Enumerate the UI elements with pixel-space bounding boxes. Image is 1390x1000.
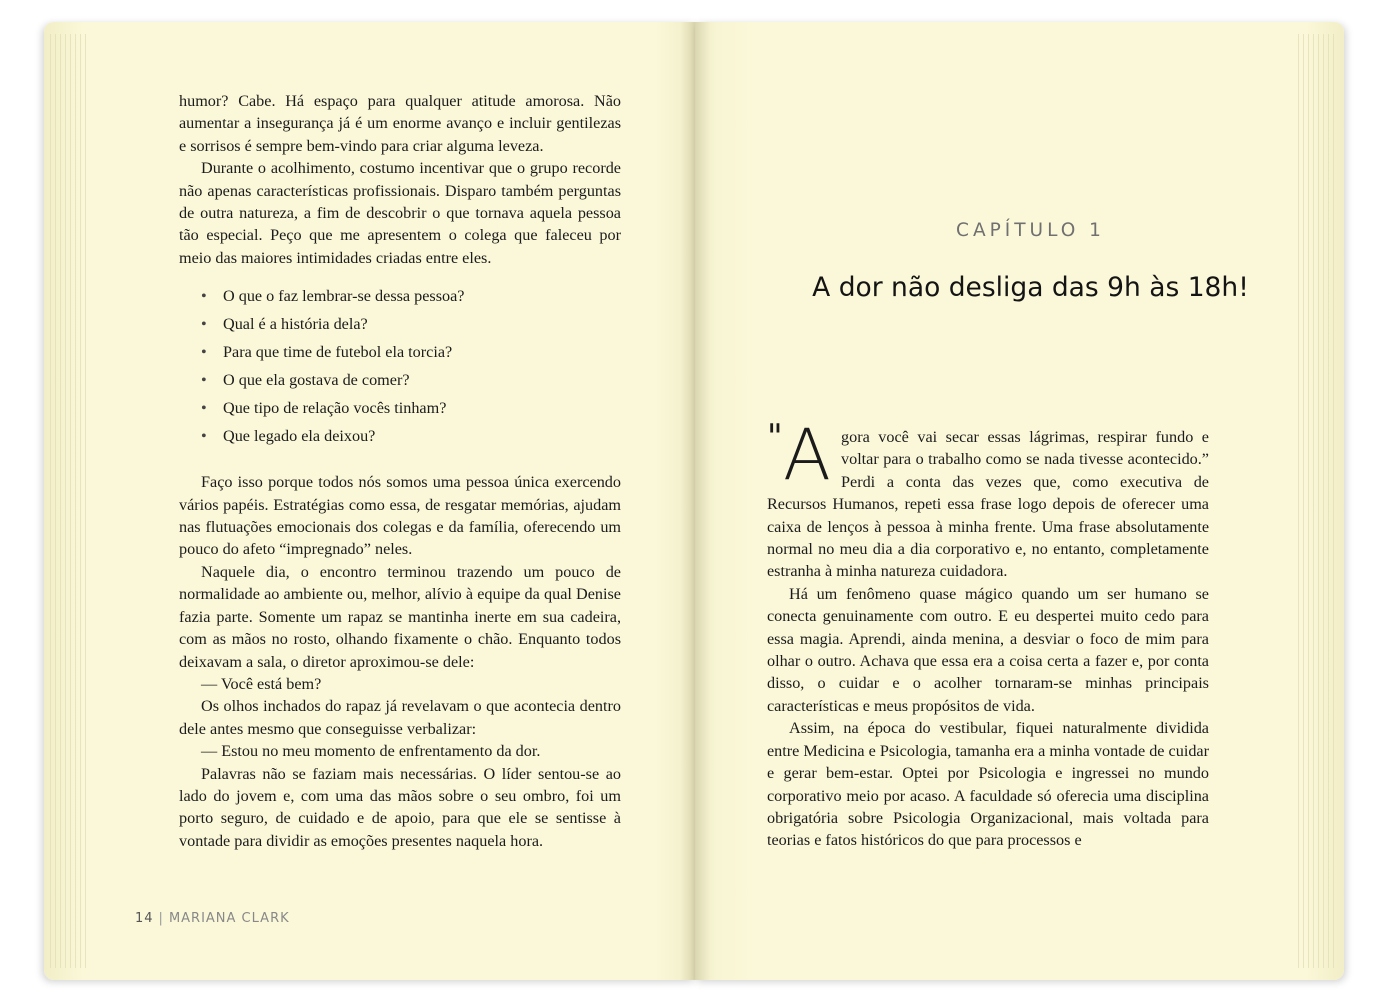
left-page-edges <box>50 34 90 968</box>
bullet-icon: • <box>201 371 207 390</box>
chapter-title: A dor não desliga das 9h às 18h! <box>812 272 1249 303</box>
list-item-text: Que legado ela deixou? <box>223 427 376 446</box>
opening-paragraph <box>767 414 1209 583</box>
paragraph: Naquele dia, o encontro terminou trazendo um pouco de normalidade ao ambiente ou, melhor, alívio à equipe da qual Denise fazia parte. Somente um rapaz se mantinha inerte em sua cadeira, com as mãos no rosto, olhando fixamente o chão. Enquanto todos deixavam a sala, o diretor aproximou-se dele: <box>179 562 621 671</box>
running-head-author: MARIANA CLARK <box>168 911 290 926</box>
book-gutter <box>680 22 710 980</box>
list-item <box>179 285 621 313</box>
bullet-icon: • <box>201 399 207 418</box>
left-page <box>44 22 695 980</box>
paragraph: Palavras não se faziam mais necessárias. O líder sentou-se ao lado do jovem e, com uma das mãos sobre o seu ombro, foi um porto seguro, de cuidado e de apoio, para que ele se sentisse à vontade para dividir as emoções presentes naquela hora. <box>179 764 621 850</box>
paragraph: Durante o acolhimento, costumo incentivar que o grupo recorde não apenas características profissionais. Disparo também perguntas de outra natureza, a fim de descobrir o que tornava aquela pessoa tão especial. Peço que me apresentem o colega que faleceu por meio das maiores intimidades criadas entre eles. <box>179 159 621 267</box>
paragraph: Há um fenômeno quase mágico quando um ser humano se conecta genuinamente com outro. E eu despertei muito cedo para essa magia. Aprendi, ainda menina, a desviar o foco de mim para olhar o outro. Achava que essa era a coisa certa a fazer e, por conta disso, o cuidar e o acolher tornaram-se minhas principais características e meus propósitos de vida. <box>767 584 1209 715</box>
paragraph: Os olhos inchados do rapaz já revelavam o que acontecia dentro dele antes mesmo que conseguisse verbalizar: <box>179 697 621 738</box>
list-item-text: Para que time de futebol ela torcia? <box>223 343 453 362</box>
bullet-icon: • <box>201 427 207 446</box>
list-item <box>179 425 621 453</box>
chapter-label: CAPÍTULO 1 <box>956 220 1105 241</box>
opening-paragraph-text: gora você vai secar essas lágrimas, respirar fundo e voltar para o trabalho como se nada tivesse acontecido.” Perdi a conta das vezes que, como executiva de Recursos Humanos, repeti essa frase logo depois de oferecer uma caixa de lenços à pessoa à minha frente. Uma frase absolutamente normal no meu dia a dia corporativo e, no entanto, completamente estranha à minha natureza cuidadora. <box>767 428 1209 581</box>
question-list <box>179 285 621 453</box>
dialogue-line: — Estou no meu momento de enfrentamento da dor. <box>201 742 541 761</box>
open-book <box>44 22 1344 980</box>
left-page-body <box>179 90 621 852</box>
list-item-text: O que ela gostava de comer? <box>223 371 410 390</box>
drop-cap-quote: " <box>767 417 783 457</box>
list-item-text: Que tipo de relação vocês tinham? <box>223 399 447 418</box>
list-item <box>179 341 621 369</box>
footer-separator: | <box>158 911 164 926</box>
list-item <box>179 397 621 425</box>
paragraph: Assim, na época do vestibular, fiquei naturalmente dividida entre Medicina e Psicologia, tamanha era a minha vontade de cuidar e gerar bem-estar. Optei por Psicologia e ingressei no mundo corporativo meio por acaso. A faculdade só oferecia uma disciplina obrigatória sobre Psicologia Organizacional, mais voltada para teorias e fatos históricos do que para processos e <box>767 719 1209 850</box>
page-footer <box>135 911 290 926</box>
paragraph: Faço isso porque todos nós somos uma pessoa única exercendo vários papéis. Estratégias como essa, de resgatar memórias, ajudam nas flutuações emocionais dos colegas e da família, oferecendo um pouco do afeto “impregnado” neles. <box>179 473 621 559</box>
drop-cap-letter: A <box>783 414 831 496</box>
right-page <box>695 22 1344 980</box>
right-page-body <box>767 414 1209 852</box>
drop-cap <box>767 414 839 496</box>
page-number: 14 <box>135 911 154 926</box>
bullet-icon: • <box>201 287 207 306</box>
paragraph: humor? Cabe. Há espaço para qualquer atitude amorosa. Não aumentar a insegurança já é um enorme avanço e incluir gentilezas e sorrisos é sempre bem-vindo para criar alguma leveza. <box>179 92 621 155</box>
list-item-text: O que o faz lembrar-se dessa pessoa? <box>223 287 465 306</box>
bullet-icon: • <box>201 315 207 334</box>
list-item-text: Qual é a história dela? <box>223 315 368 334</box>
bullet-icon: • <box>201 343 207 362</box>
list-item <box>179 369 621 397</box>
list-item <box>179 313 621 341</box>
right-page-edges <box>1298 34 1338 968</box>
dialogue-line: — Você está bem? <box>201 674 322 693</box>
